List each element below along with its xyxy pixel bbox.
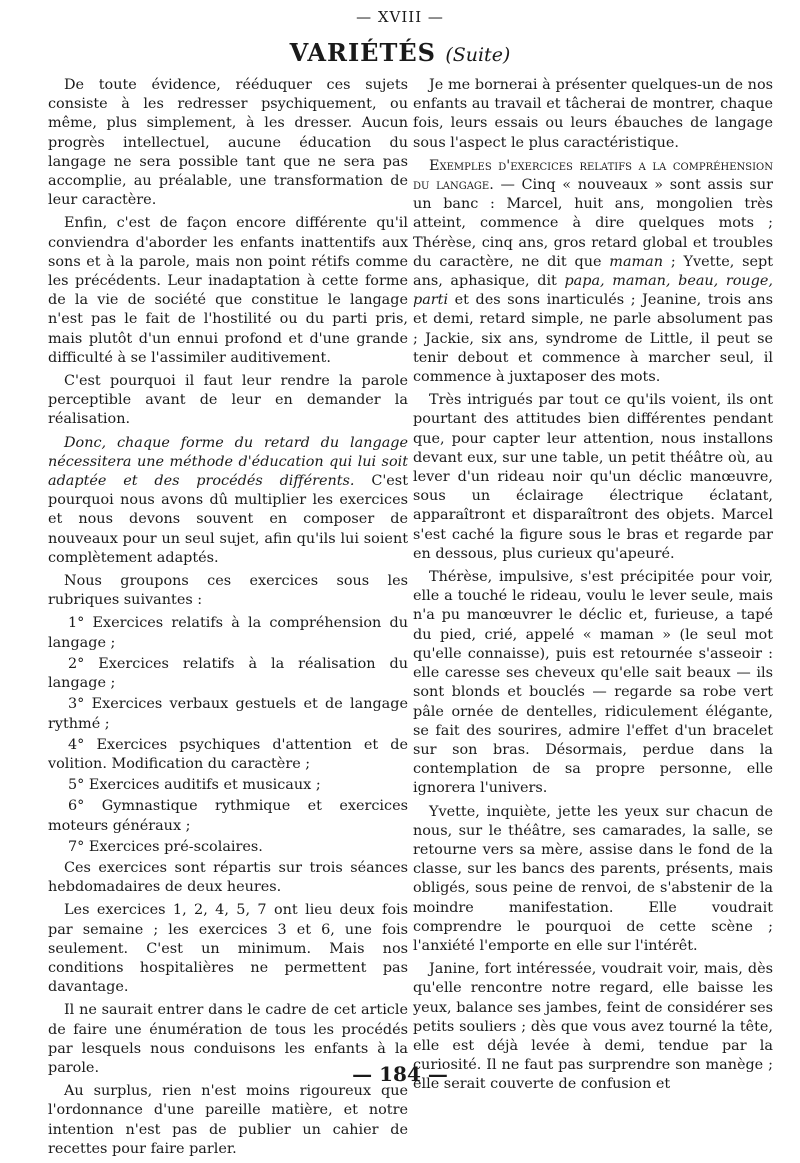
section-title-text: VARIÉTÉS xyxy=(289,38,436,67)
italic-words: papa, maman, beau, rouge, parti xyxy=(413,273,773,309)
list-item: 1° Exercices relatifs à la compréhension du langage ; xyxy=(48,615,408,651)
list-item: 3° Exercices verbaux gestuels et de langage rythmé ; xyxy=(48,696,408,732)
list-item: 4° Exercices psychiques d'attention et de volition. Modification du caractère ; xyxy=(48,736,408,772)
paragraph-continuation: C'est pourquoi nous avons dû multiplier les exercices et nous devons souvent en composer de nouveaux pour un seul sujet, afin qu'ils lui soient complètement adaptés. xyxy=(48,473,408,566)
paragraph: Au surplus, rien n'est moins rigoureux que l'ordonnance d'une pareille matière, et notre intention n'est pas de publier un cahier de recettes pour faire parler. xyxy=(48,1083,408,1157)
running-header-page-roman: — XVIII — xyxy=(356,8,444,26)
right-column xyxy=(413,76,773,1099)
paragraph-run: — Cinq « nouveaux » sont assis sur un banc : Marcel, huit ans, mongolien très atteint, commence à dire quelques mots ; Thérèse, cinq ans, gros retard global et troubles du caractère, ne dit que xyxy=(413,177,773,270)
list-item: 6° Gymnastique rythmique et exercices moteurs généraux ; xyxy=(48,798,408,834)
paragraph xyxy=(48,434,408,568)
section-title-suite: (Suite) xyxy=(445,44,511,66)
paragraph: Les exercices 1, 2, 4, 5, 7 ont lieu deux fois par semaine ; les exercices 3 et 6, une fois seulement. C'est un minimum. Mais nos conditions hospitalières ne permettent pas davantage. xyxy=(48,902,408,996)
italic-statement: Donc, chaque forme du retard du langage nécessitera une méthode d'éducation qui lui soit adaptée et des procédés différents. xyxy=(48,434,408,490)
paragraph-run: ; Yvette, sept ans, aphasique, dit xyxy=(413,253,773,290)
paragraph: Très intrigués par tout ce qu'ils voient, ils ont pourtant des attitudes bien différentes pendant que, pour capter leur attention, nous installons devant eux, sur une table, un petit théâtre où, au lever d'un rideau noir qu'un déclic manœuvre, sous un éclairage électrique éclatant, apparaîtront et disparaîtront des objets. Marcel s'est caché la figure sous le bras et regarde par en dessous, plus curieux qu'apeuré. xyxy=(413,392,773,562)
left-column xyxy=(48,76,408,1163)
list-item: 2° Exercices relatifs à la réalisation du langage ; xyxy=(48,655,408,692)
paragraph: Je me bornerai à présenter quelques-un de nos enfants au travail et tâcherai de montrer, chaque fois, leurs essais ou leurs ébauches de langage sous l'aspect le plus caractéristique. xyxy=(413,77,773,151)
paragraph: C'est pourquoi il faut leur rendre la parole perceptible avant de leur en demander la réalisation. xyxy=(48,373,408,428)
paragraph: Yvette, inquiète, jette les yeux sur chacun de nous, sur le théâtre, ses camarades, la salle, se retourne vers sa mère, assise dans le fond de la classe, sur les bancs des parents, présents, mais obligés, sous peine de renvoi, de s'abstenir de la moindre manifestation. Elle voudrait comprendre le pourquoi de cette scène ; l'anxiété l'emporte en elle sur l'intérêt. xyxy=(413,803,773,954)
paragraph: Thérèse, impulsive, s'est précipitée pour voir, elle a touché le rideau, voulu le lever seule, mais n'a pu manœuvrer le déclic et, furieuse, a tapé du pied, crié, appelé « maman » (le seul mot qu'elle connaisse), puis est retournée s'asseoir : elle caresse ses cheveux qu'elle sait beaux — ils sont blonds et bouclés — regarde sa robe vert pâle ornée de dentelles, ridiculement élégante, se fait des sourires, admire l'effet d'un bracelet sur son bras. Désormais, perdue dans la contemplation de sa propre personne, elle ignorera l'univers. xyxy=(413,569,773,797)
paragraph: De toute évidence, rééduquer ces sujets consiste à les redresser psychiquement, ou même, plus simplement, à les dresser. Aucun progrès intellectuel, aucune éducation du langage ne sera possible tant que ne sera pas accomplie, au préalable, une transformation de leur caractère. xyxy=(48,77,408,209)
paragraph-run: et des sons inarticulés ; Jeanine, trois ans et demi, retard simple, ne parle absolument pas ; Jackie, six ans, syndrome de Little, il peut se tenir debout et commence à marcher seul, il commence à juxtaposer des mots. xyxy=(413,292,773,386)
paragraph: Ces exercices sont répartis sur trois séances hebdomadaires de deux heures. xyxy=(48,859,408,896)
paragraph: Janine, fort intéressée, voudrait voir, mais, dès qu'elle rencontre notre regard, elle baisse les yeux, balance ses jambes, feint de considérer ses petits souliers ; dès que vous avez tourné la tête, elle est déjà levée à demi, tendue par la curiosité. Il ne faut pas surprendre son manège ; elle serait couverte de confusion et xyxy=(413,961,773,1093)
paragraph: Nous groupons ces exercices sous les rubriques suivantes : xyxy=(48,573,408,609)
paragraph xyxy=(413,157,773,387)
paragraph: Il ne saurait entrer dans le cadre de cet article de faire une énumération de tous les procédés par lesquels nous conduisons les enfants à la parole. xyxy=(48,1002,408,1076)
italic-word: maman xyxy=(609,253,664,270)
list-item: 5° Exercices auditifs et musicaux ; xyxy=(68,777,321,794)
paragraph: Enfin, c'est de façon encore différente qu'il conviendra d'aborder les enfants inattentifs aux sons et à la parole, mais non point rétifs comme les précédents. Leur inadaptation à cette forme de la vie de société que constitue le langage n'est pas le fait de l'hostilité ou du parti pris, mais plutôt d'un ennui profond et d'une grande difficulté à se l'assimiler auditivement. xyxy=(48,215,408,366)
section-title xyxy=(0,38,800,67)
list-item: 7° Exercices pré-scolaires. xyxy=(68,838,263,855)
exercise-heading: Exemples d'exercices relatifs a la compréhension du langage. xyxy=(413,157,773,194)
page-number: — 184 — xyxy=(352,1062,448,1086)
